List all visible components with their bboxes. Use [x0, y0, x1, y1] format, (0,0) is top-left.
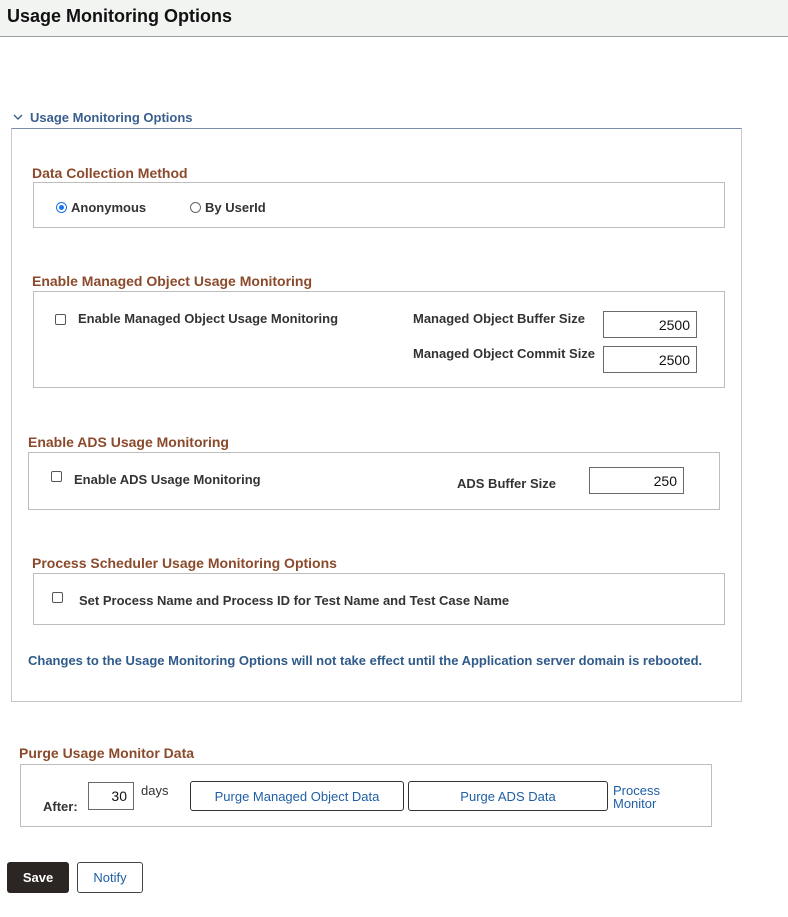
managed-object-buffer-size-label: Managed Object Buffer Size: [413, 311, 585, 326]
managed-object-group-label: Enable Managed Object Usage Monitoring: [32, 273, 313, 289]
managed-object-commit-size-input[interactable]: [603, 346, 697, 373]
section-collapse-toggle[interactable]: [12, 108, 193, 126]
purge-managed-object-button[interactable]: Purge Managed Object Data: [190, 781, 404, 811]
managed-object-group: [33, 291, 725, 388]
process-monitor-link-line2: Monitor: [613, 796, 657, 811]
radio-by-userid-label: By UserId: [205, 200, 266, 215]
purge-days-unit: days: [141, 783, 169, 798]
managed-object-buffer-size-input[interactable]: [603, 311, 697, 338]
ads-group-label: Enable ADS Usage Monitoring: [28, 434, 229, 450]
enable-managed-object-label: Enable Managed Object Usage Monitoring: [78, 311, 339, 326]
page-title: Usage Monitoring Options: [7, 6, 232, 26]
radio-anonymous[interactable]: [56, 200, 146, 215]
save-button[interactable]: Save: [7, 862, 69, 893]
radio-by-userid-indicator[interactable]: [190, 202, 201, 213]
reboot-notice: Changes to the Usage Monitoring Options will not take effect until the Application server domain is rebooted.: [28, 653, 703, 668]
data-collection-label: Data Collection Method: [32, 165, 188, 181]
enable-ads-label: Enable ADS Usage Monitoring: [74, 472, 261, 487]
process-scheduler-group-label: Process Scheduler Usage Monitoring Options: [32, 555, 337, 571]
process-monitor-link-line1: Process: [613, 783, 660, 798]
radio-by-userid[interactable]: [190, 200, 266, 215]
page-header: [0, 0, 788, 37]
ads-buffer-size-label: ADS Buffer Size: [457, 476, 556, 491]
managed-object-commit-size-label: Managed Object Commit Size: [413, 346, 596, 361]
radio-anonymous-label: Anonymous: [71, 200, 147, 215]
chevron-down-icon: [12, 111, 24, 123]
purge-group-label: Purge Usage Monitor Data: [19, 745, 195, 761]
ads-buffer-size-input[interactable]: [589, 467, 684, 494]
enable-ads-checkbox[interactable]: [51, 471, 62, 482]
purge-ads-button[interactable]: Purge ADS Data: [408, 781, 608, 811]
enable-managed-object-checkbox[interactable]: [55, 314, 66, 325]
notify-button[interactable]: Notify: [77, 862, 143, 893]
set-process-name-checkbox[interactable]: [52, 592, 63, 603]
radio-anonymous-indicator[interactable]: [56, 202, 67, 213]
process-monitor-link[interactable]: [613, 784, 660, 810]
purge-days-input[interactable]: [88, 782, 134, 810]
section-title: Usage Monitoring Options: [30, 109, 193, 125]
set-process-name-label: Set Process Name and Process ID for Test Name and Test Case Name: [79, 593, 510, 608]
purge-after-label: After:: [43, 799, 78, 814]
